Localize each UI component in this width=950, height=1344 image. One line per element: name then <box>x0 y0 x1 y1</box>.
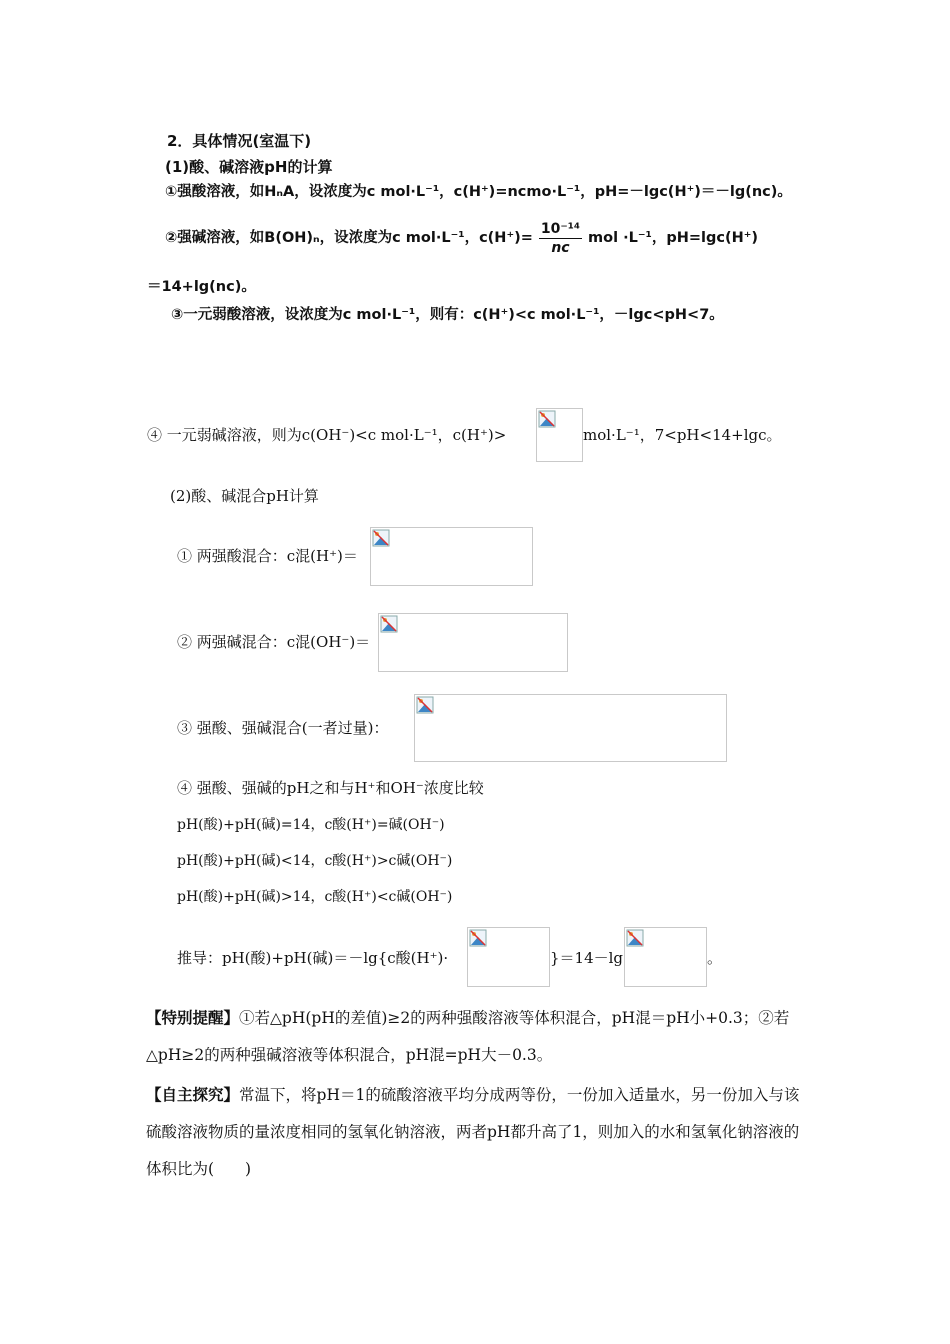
mix-two-strong-bases: ② 两强碱混合：c混(OH⁻)＝ <box>177 633 371 651</box>
derivation-end: 。 <box>707 949 723 967</box>
mix-strong-acid-base: ③ 强酸、强碱混合(一者过量)： <box>177 719 389 737</box>
item-strong-base-prefix: ②强碱溶液，如B(OH)ₙ，设浓度为c mol·L⁻¹，c(H⁺)= <box>165 230 533 246</box>
formula-image-placeholder <box>378 613 568 672</box>
special-tip-text: ①若△pH(pH的差值)≥2的两种强酸溶液等体积混合，pH混＝pH小+0.3；②若△pH≥2的两种强碱溶液等体积混合，pH混=pH大－0.3。 <box>146 1009 790 1064</box>
broken-image-icon <box>538 410 556 428</box>
special-tip <box>146 1000 806 1074</box>
broken-image-icon <box>469 929 487 947</box>
formula-image-placeholder <box>414 694 727 762</box>
item-weak-base-suffix: mol·L⁻¹，7<pH<14+lgc。 <box>583 426 782 444</box>
fraction-numerator: 10⁻¹⁴ <box>540 220 581 237</box>
mix-two-strong-acids: ① 两强酸混合：c混(H⁺)＝ <box>177 547 358 565</box>
item-strong-base <box>165 216 758 260</box>
broken-image-icon <box>380 615 398 633</box>
compare-greater: pH(酸)+pH(碱)>14，c酸(H⁺)<c碱(OH⁻) <box>177 889 453 905</box>
formula-image-placeholder <box>467 927 550 987</box>
item-strong-acid: ①强酸溶液，如HₙA，设浓度为c mol·L⁻¹，c(H⁺)=ncmo·L⁻¹，pH=－lgc(H⁺)＝－lg(nc)。 <box>165 184 792 200</box>
item-strong-base-continued: ＝14+lg(nc)。 <box>147 279 256 295</box>
item-strong-base-suffix: mol ·L⁻¹，pH=lgc(H⁺) <box>588 230 759 246</box>
derivation-start: 推导：pH(酸)+pH(碱)＝－lg{c酸(H⁺)· <box>177 949 449 967</box>
broken-image-icon <box>626 929 644 947</box>
special-tip-label: 【特别提醒】 <box>146 1009 240 1027</box>
self-explore-text: 常温下，将pH＝1的硫酸溶液平均分成两等份，一份加入适量水，另一份加入与该硫酸溶液物质的量浓度相同的氢氧化钠溶液，两者pH都升高了1，则加入的水和氢氧化钠溶液的体积比为( ) <box>146 1086 800 1178</box>
broken-image-icon <box>372 529 390 547</box>
subsection-title-acid-base: (1)酸、碱溶液pH的计算 <box>165 158 333 176</box>
mix-ph-sum-compare: ④ 强酸、强碱的pH之和与H⁺和OH⁻浓度比较 <box>177 779 484 797</box>
item-weak-base-prefix: ④ 一元弱碱溶液，则为c(OH⁻)<c mol·L⁻¹，c(H⁺)> <box>147 426 507 444</box>
subsection-title-mixing: (2)酸、碱混合pH计算 <box>170 487 319 505</box>
broken-image-icon <box>416 696 434 714</box>
formula-image-placeholder <box>536 408 583 462</box>
compare-less: pH(酸)+pH(碱)<14，c酸(H⁺)>c碱(OH⁻) <box>177 853 453 869</box>
self-explore-label: 【自主探究】 <box>146 1086 240 1104</box>
section-title: 2．具体情况(室温下) <box>167 132 312 150</box>
derivation-middle: }＝14－lg <box>550 949 624 967</box>
formula-image-placeholder <box>370 527 533 586</box>
formula-image-placeholder <box>624 927 707 987</box>
self-explore <box>146 1077 806 1188</box>
fraction <box>539 220 582 257</box>
compare-equal: pH(酸)+pH(碱)=14，c酸(H⁺)=碱(OH⁻) <box>177 817 445 833</box>
item-weak-acid: ③一元弱酸溶液，设浓度为c mol·L⁻¹，则有：c(H⁺)<c mol·L⁻¹，－lgc<pH<7。 <box>171 307 724 323</box>
fraction-denominator: nc <box>551 239 570 256</box>
